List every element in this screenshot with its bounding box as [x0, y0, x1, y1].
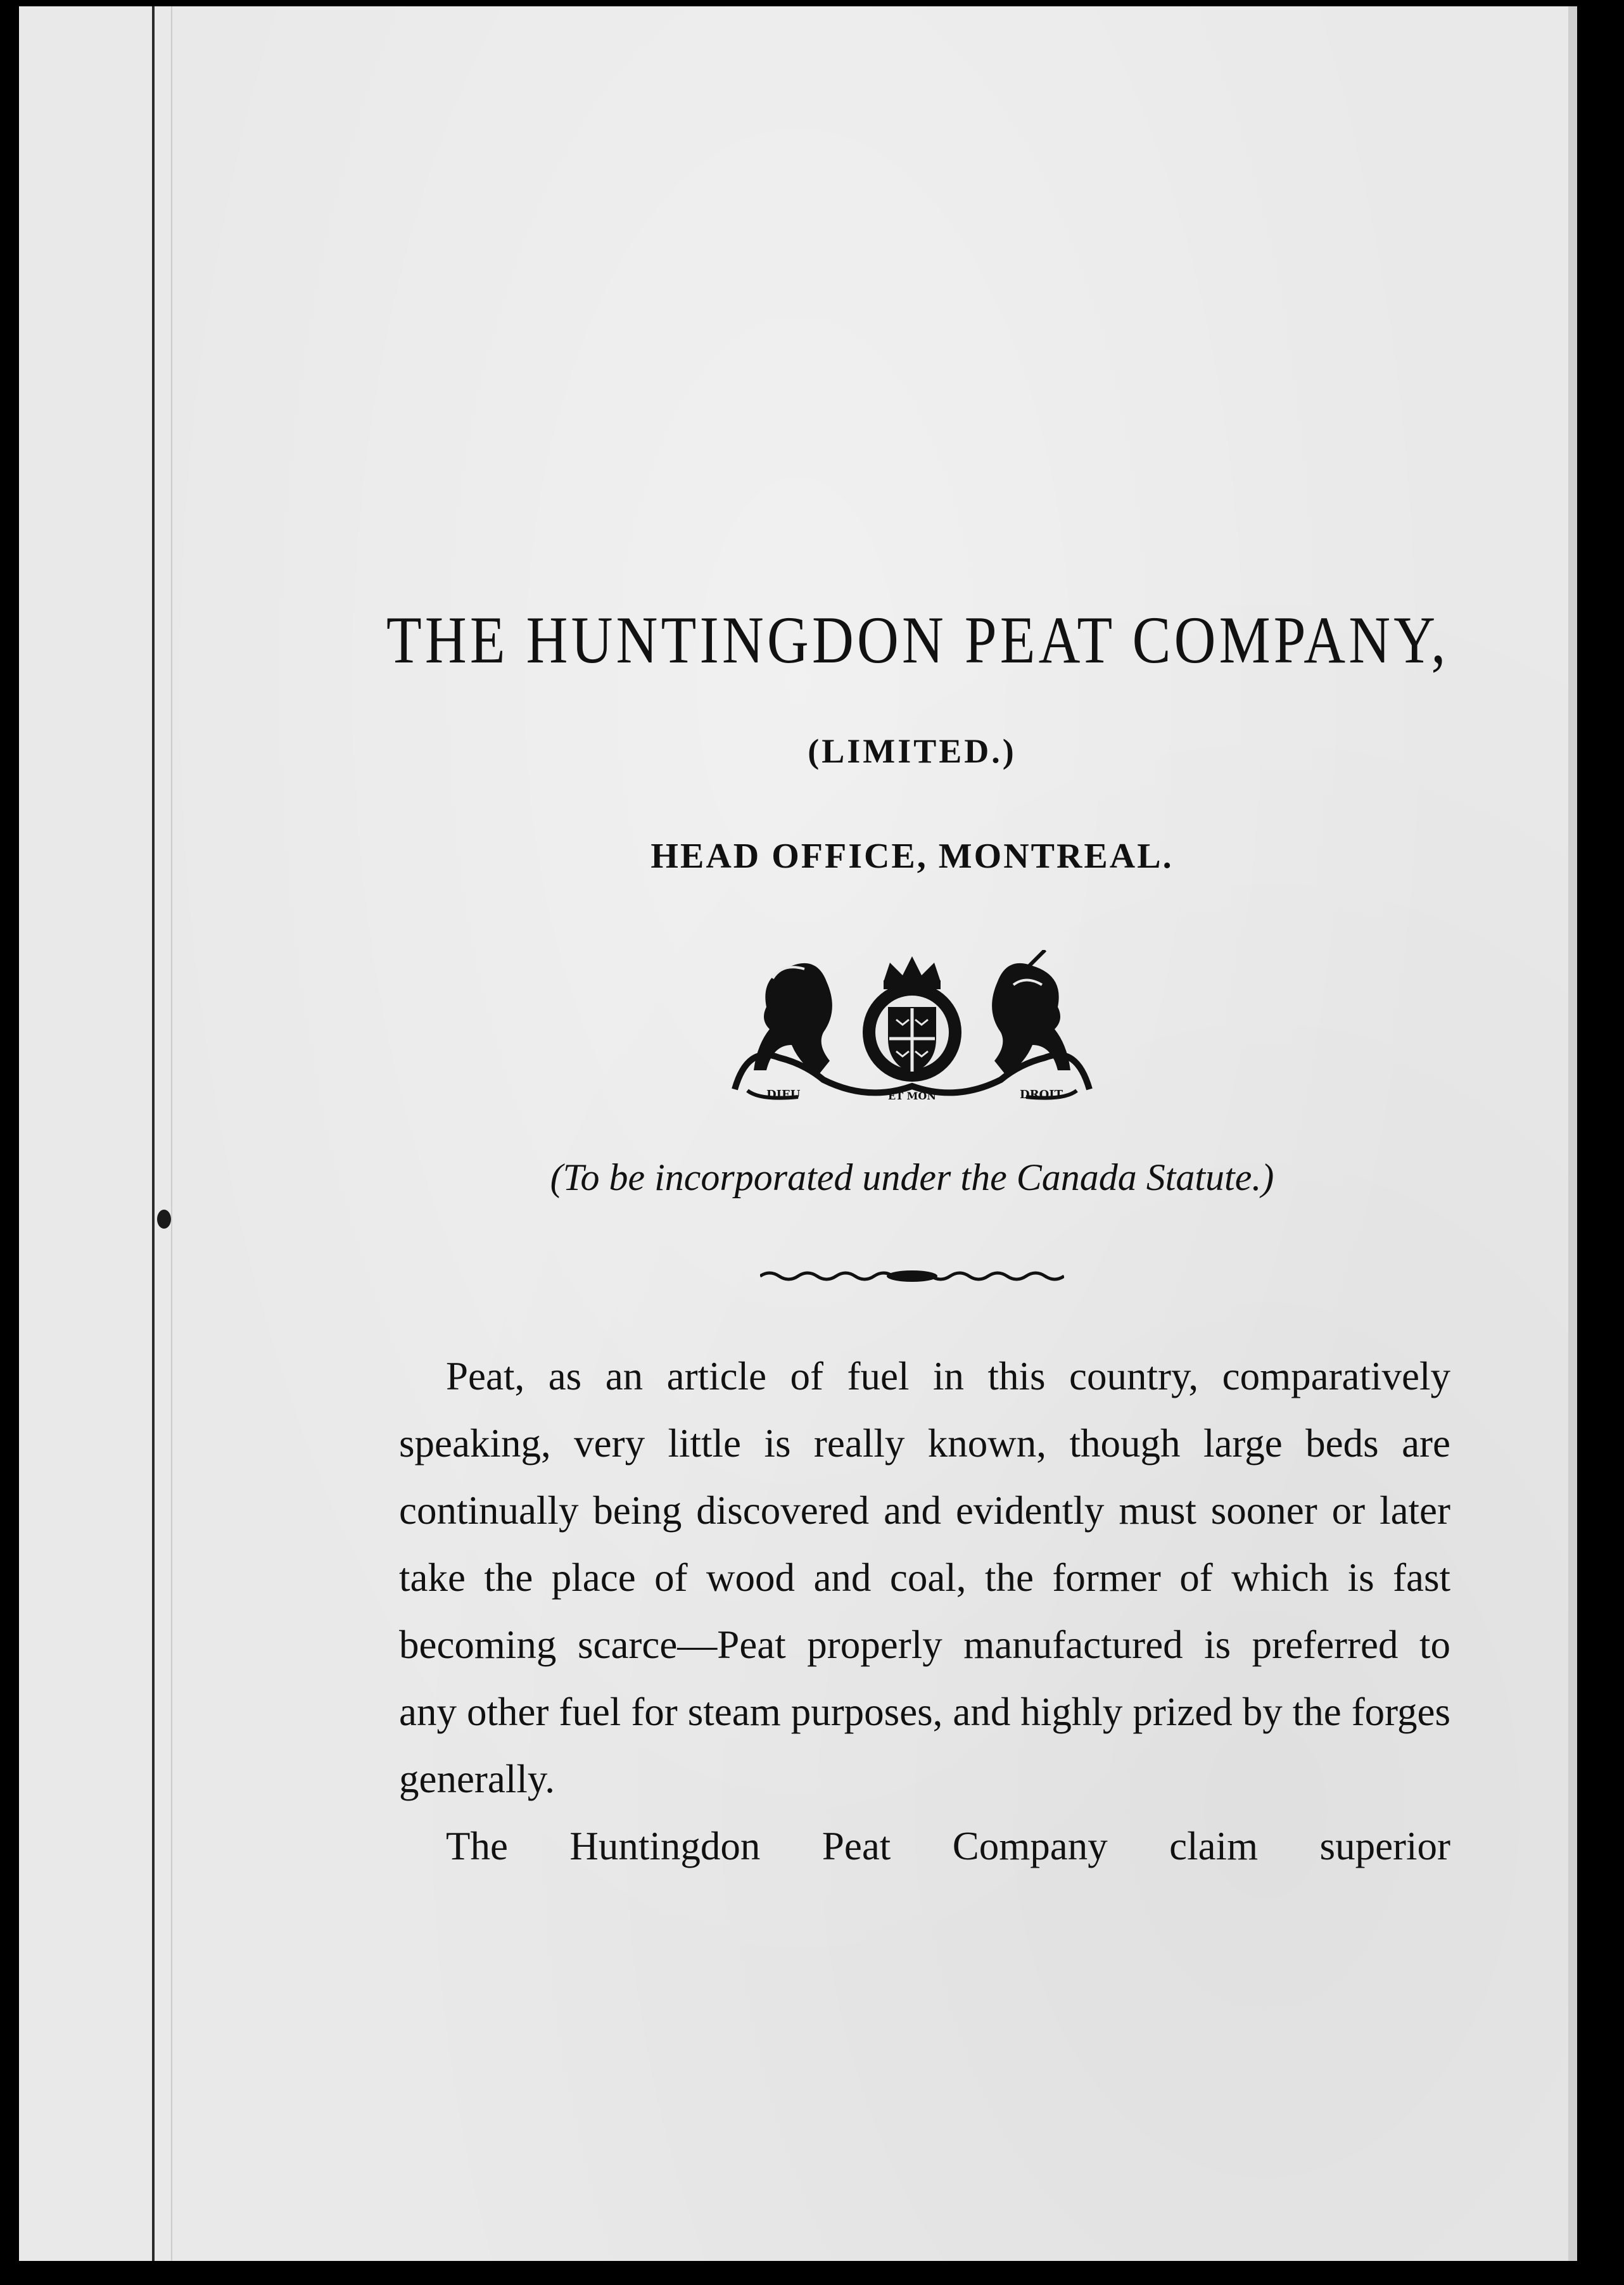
ornamental-divider-icon: [760, 1267, 1064, 1286]
emblem-motto-right: DROIT: [1020, 1088, 1063, 1101]
ink-blot: [157, 1210, 171, 1229]
paragraph-1: Peat, as an article of fuel in this country, comparatively speaking, very little is really known, though large beds are continually being discovered and evidently must sooner or later take the place of wood and coal, the former of which is fast becoming scarce—Peat properly manufactured is preferred to any other fuel for steam purposes, and highly prized by the forges generally.: [399, 1354, 1450, 1801]
company-title: THE HUNTINGDON PEAT COMPANY,: [386, 603, 1449, 677]
incorporation-note: (To be incorporated under the Canada Statute.): [550, 1156, 1274, 1198]
emblem-motto-center: ET MON: [888, 1090, 936, 1102]
head-office-line: HEAD OFFICE, MONTREAL.: [650, 837, 1174, 876]
document-page: [19, 6, 1577, 2261]
page-right-edge: [1568, 6, 1577, 2261]
body-text: [399, 1343, 1450, 1880]
royal-coat-of-arms-icon: [722, 950, 1102, 1102]
limited-label: (LIMITED.): [808, 732, 1017, 770]
page-fold-line: [152, 6, 155, 2261]
paragraph-2: The Huntingdon Peat Company claim superior: [446, 1824, 1450, 1868]
page-fold-shadow: [171, 6, 172, 2261]
emblem-motto-left: DIEU: [766, 1088, 801, 1101]
